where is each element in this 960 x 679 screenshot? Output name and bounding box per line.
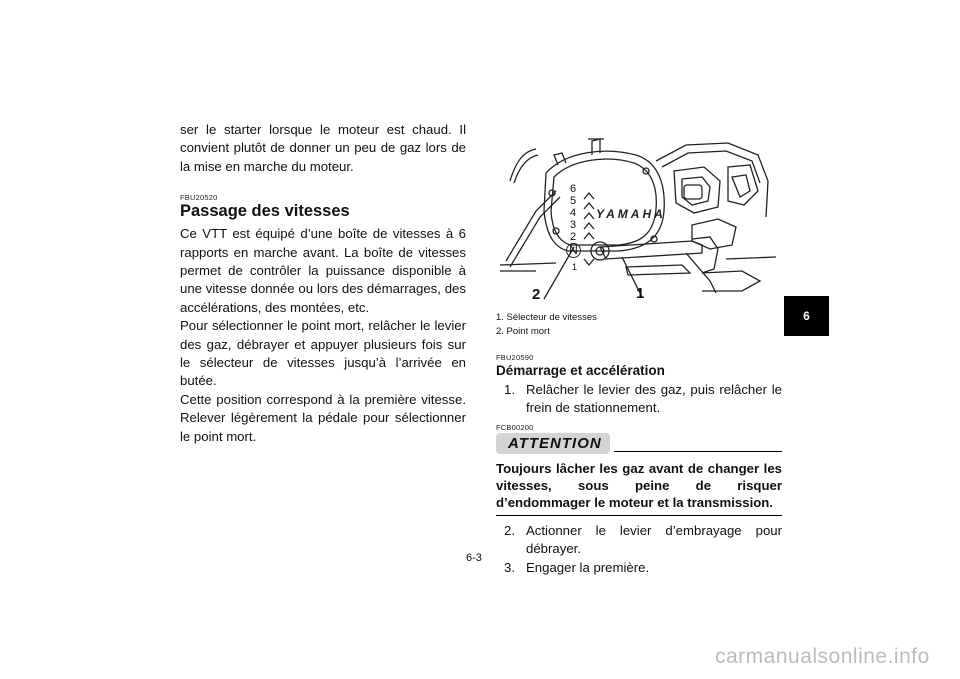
- step-3-text: Engager la première.: [526, 559, 650, 575]
- caution-text: Toujours lâcher les gaz avant de changer les vitesses, sous peine de risquer d’endommager le moteur et la transmission.: [496, 460, 782, 516]
- gear-label-4: 4: [570, 207, 577, 219]
- callout-number-2: 2: [532, 286, 541, 303]
- section-title-starting: Démarrage et accélération: [496, 363, 665, 378]
- gearshift-paragraph-2: Pour sélectionner le point mort, relâcher le levier des gaz, débrayer et appuyer plusieurs fois sur le sélecteur de vitesses jusqu’à l’arrivée en butée.: [180, 318, 466, 389]
- caption-neutral: 2. Point mort: [496, 326, 550, 337]
- caption-shift-pedal: 1. Sélecteur de vitesses: [496, 312, 597, 323]
- section-code: FBU20520: [180, 193, 218, 203]
- gear-shift-illustration: [496, 121, 782, 307]
- gear-label-1: 1: [572, 262, 578, 272]
- brand-logo: YAMAHA: [596, 207, 666, 221]
- intro-paragraph: ser le starter lorsque le moteur est chaud. Il convient plutôt de donner un peu de gaz lors de la mise en marche du moteur.: [180, 122, 466, 174]
- caution-header: [496, 433, 782, 454]
- gearshift-paragraph-1: Ce VTT est équipé d’une boîte de vitesses à 6 rapports en marche avant. La boîte de vitesses permet de contrôler la puissance disponible à une vitesse donnée ou lors des démarrages, des accélérations, des montées, etc.: [180, 226, 466, 315]
- step-2: [504, 522, 782, 559]
- gear-label-3: 3: [570, 219, 577, 231]
- gear-label-5: 5: [570, 195, 577, 207]
- chapter-tab: 6: [784, 296, 829, 336]
- caution-label: ATTENTION: [496, 433, 610, 454]
- engine-drawing: [496, 121, 782, 307]
- section-code-starting: FBU20590: [496, 353, 534, 362]
- step-2-number: 2.: [504, 522, 515, 538]
- callout-number-1: 1: [636, 285, 645, 302]
- section-title-gearshift: Passage des vitesses: [180, 202, 350, 221]
- left-column: [180, 121, 466, 446]
- step-1: [504, 381, 782, 418]
- step-3: [504, 559, 782, 577]
- gearshift-paragraph-3: Cette position correspond à la première vitesse. Relever légèrement la pédale pour sélectionner le point mort.: [180, 391, 466, 444]
- step-1-number: 1.: [504, 382, 515, 397]
- step-1-text: Relâcher le levier des gaz, puis relâcher le frein de stationnement.: [526, 382, 782, 416]
- gear-label-6: 6: [570, 183, 577, 195]
- watermark: carmanualsonline.info: [715, 645, 930, 668]
- gear-label-neutral: N: [566, 243, 581, 258]
- caution-rule: [614, 451, 782, 452]
- right-column: [496, 121, 782, 577]
- caution-code: FCB00200: [496, 422, 534, 432]
- page-number: 6-3: [466, 552, 482, 564]
- step-3-number: 3.: [504, 559, 515, 575]
- gear-label-2: 2: [570, 231, 577, 243]
- step-2-text: Actionner le levier d’embrayage pour débrayer.: [526, 522, 782, 557]
